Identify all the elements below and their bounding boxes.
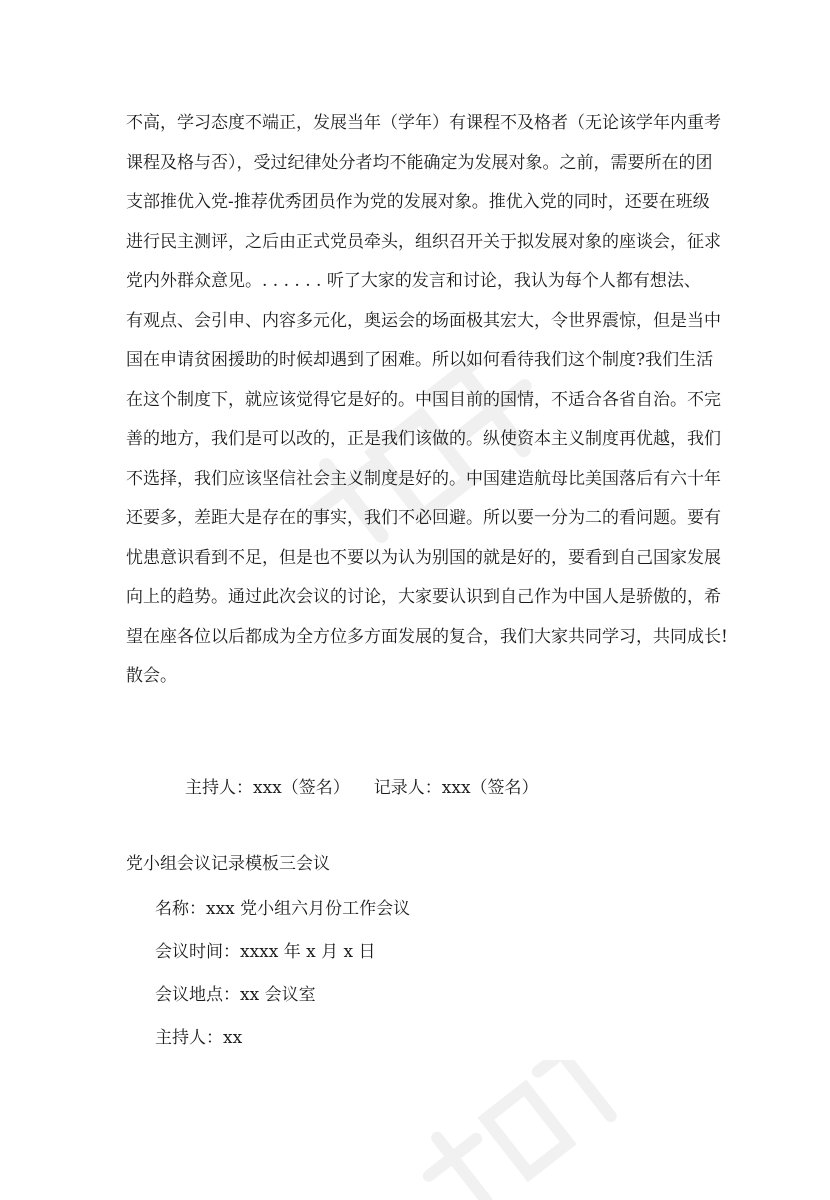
meeting-name: 名称：xxx 党小组六月份工作会议 (155, 899, 411, 919)
body-line: 进行民主测评，之后由正式党员牵头，组织召开关于拟发展对象的座谈会，征求 (126, 231, 721, 252)
body-line: 不高，学习态度不端正，发展当年（学年）有课程不及格者（无论该学年内重考 (126, 113, 721, 133)
body-line: 有观点、会引申、内容多元化，奥运会的场面极其宏大，令世界震惊，但是当中 (126, 310, 721, 331)
body-line: 课程及格与否），受过纪律处分者均不能确定为发展对象。之前，需要所在的团 (126, 152, 713, 173)
signature-line (185, 776, 539, 800)
body-line: 忧患意识看到不足，但是也不要以为认为别国的就是好的，要看到自己国家发展 (126, 547, 721, 568)
body-line: 不选择，我们应该坚信社会主义制度是好的。中国建造航母比美国落后有六十年 (126, 468, 721, 489)
meeting-host: 主持人：xx (155, 1028, 243, 1048)
body-line: 支部推优入党-推荐优秀团员作为党的发展对象。推优入党的同时，还要在班级 (126, 192, 710, 212)
body-line: 国在申请贫困援助的时候却遇到了困难。所以如何看待我们这个制度?我们生活 (126, 350, 714, 370)
body-line: 在这个制度下，就应该觉得它是好的。中国目前的国情，不适合各省自治。不完 (126, 389, 721, 410)
body-line: 向上的趋势。通过此次会议的讨论，大家要认识到自己作为中国人是骄傲的，希 (126, 587, 721, 607)
body-line: 党内外群众意见。. . . . . . 听了大家的发言和讨论，我认为每个人都有想法、 (126, 271, 701, 291)
section-title: 党小组会议记录模板三会议 (126, 854, 330, 874)
meeting-time: 会议时间：xxxx 年 x 月 x 日 (155, 942, 376, 962)
body-line: 还要多，差距大是存在的事实，我们不必回避。所以要一分为二的看问题。要有 (126, 508, 721, 528)
meeting-place: 会议地点：xx 会议室 (155, 985, 316, 1005)
body-line: 善的地方，我们是可以改的，正是我们该做的。纵使资本主义制度再优越，我们 (126, 429, 721, 449)
body-line: 散会。 (126, 666, 177, 686)
body-paragraph (126, 104, 728, 697)
body-line: 望在座各位以后都成为全方位多方面发展的复合，我们大家共同学习，共同成长! (126, 626, 728, 647)
watermark-graphic-bottom (390, 1060, 650, 1200)
recorder-signature: 记录人：xxx（签名） (373, 778, 539, 798)
host-signature: 主持人：xxx（签名） (185, 778, 350, 798)
